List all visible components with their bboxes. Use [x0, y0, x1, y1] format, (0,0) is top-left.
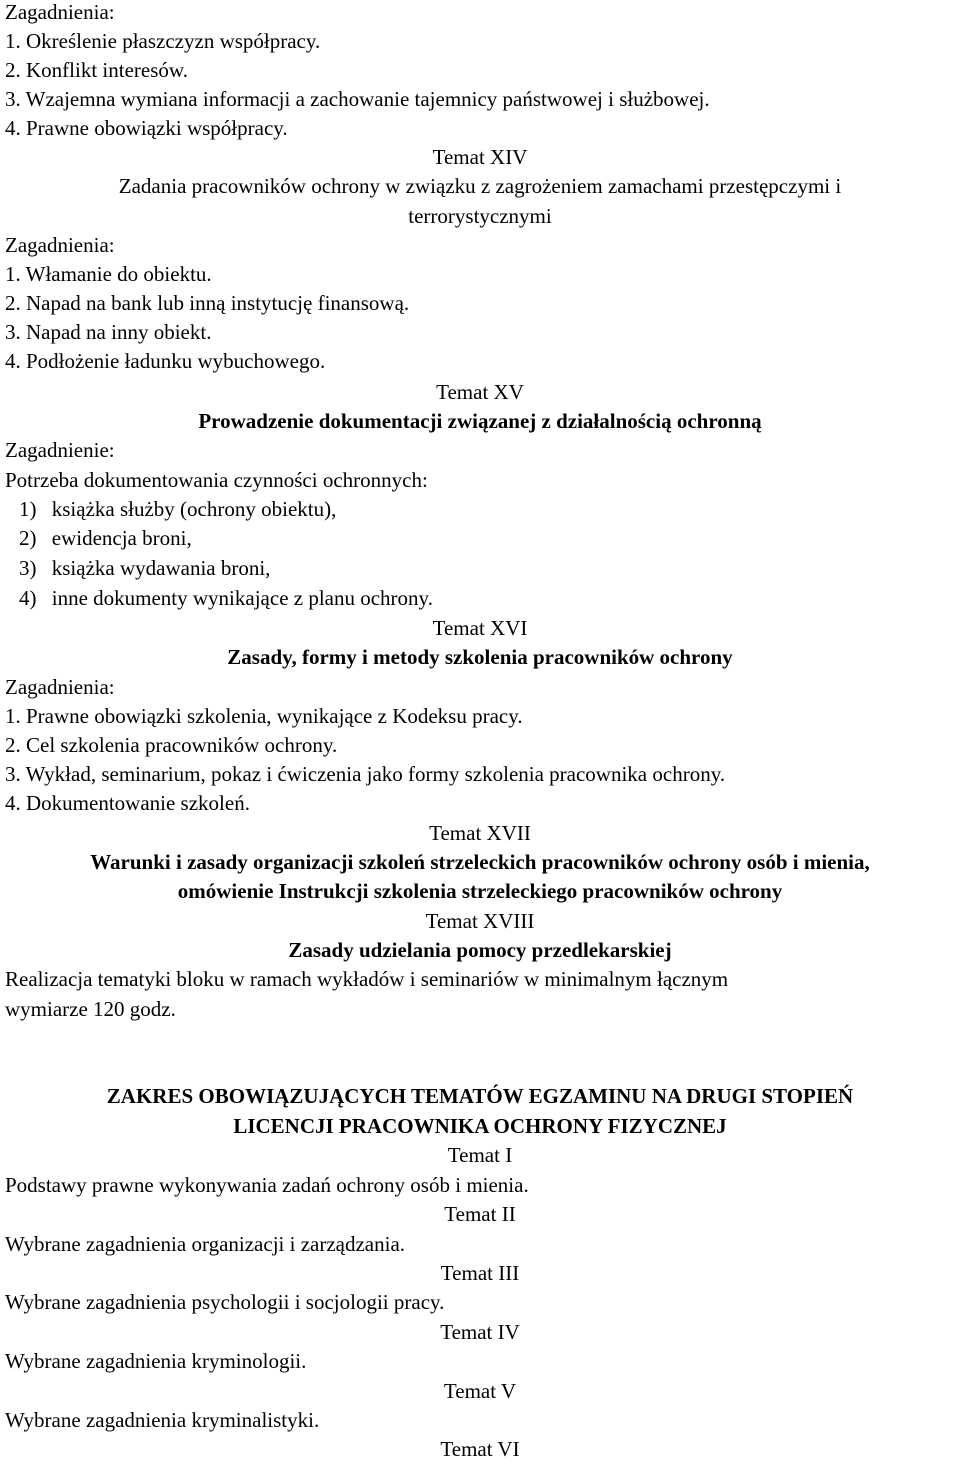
topic-title: Warunki i zasady organizacji szkoleń strzeleckich pracowników ochrony osób i mienia,	[90, 850, 870, 874]
list-item: 4. Dokumentowanie szkoleń.	[5, 791, 250, 815]
topic-label: Temat IV	[440, 1320, 520, 1344]
list-item	[19, 523, 960, 553]
topic-label: Temat II	[444, 1202, 516, 1226]
section-heading: Zagadnienie:	[5, 438, 115, 462]
exam-scope-title: ZAKRES OBOWIĄZUJĄCYCH TEMATÓW EGZAMINU NA DRUGI STOPIEŃ	[106, 1084, 854, 1108]
topic-description: Wybrane zagadnienia kryminologii.	[5, 1349, 307, 1373]
intro-text: Potrzeba dokumentowania czynności ochronnych:	[5, 468, 428, 492]
item-text: książka służby (ochrony obiektu),	[51, 497, 337, 521]
list-item: 1. Określenie płaszczyzn współpracy.	[5, 29, 321, 53]
section-heading: Zagadnienia:	[5, 233, 115, 257]
topic-title-continued: terrorystycznymi	[408, 204, 552, 228]
topic-title: Prowadzenie dokumentacji związanej z działalnością ochronną	[198, 409, 762, 433]
topic-label: Temat V	[443, 1379, 517, 1403]
note-text: Realizacja tematyki bloku w ramach wykładów i seminariów w minimalnym łącznym	[5, 967, 729, 991]
topic-description: Wybrane zagadnienia psychologii i socjologii pracy.	[5, 1290, 445, 1314]
item-text: ewidencja broni,	[51, 526, 192, 550]
topic-description: Wybrane zagadnienia kryminalistyki.	[5, 1408, 320, 1432]
item-text: książka wydawania broni,	[51, 556, 271, 580]
topic-label: Temat XV	[436, 380, 524, 404]
topic-label: Temat III	[440, 1261, 520, 1285]
list-item: 3. Wzajemna wymiana informacji a zachowanie tajemnicy państwowej i służbowej.	[5, 87, 710, 111]
list-item	[19, 494, 960, 524]
topic-title-continued: omówienie Instrukcji szkolenia strzeleckiego pracowników ochrony	[177, 879, 783, 903]
item-number: 3)	[19, 556, 37, 580]
topic-label: Temat XVII	[429, 821, 531, 845]
topic-title: Zasady udzielania pomocy przedlekarskiej	[288, 938, 672, 962]
topic-label: Temat VI	[440, 1437, 520, 1461]
list-item: 4. Prawne obowiązki współpracy.	[5, 116, 288, 140]
list-item	[19, 553, 960, 583]
list-item: 1. Włamanie do obiektu.	[5, 262, 212, 286]
list-item	[19, 583, 960, 613]
list-item: 3. Napad na inny obiekt.	[5, 320, 212, 344]
topic-title: Zadania pracowników ochrony w związku z zagrożeniem zamachami przestępczymi i	[118, 174, 842, 198]
topic-label: Temat XVI	[432, 616, 528, 640]
topic-label: Temat XVIII	[425, 909, 535, 933]
list-item: 1. Prawne obowiązki szkolenia, wynikające z Kodeksu pracy.	[5, 704, 523, 728]
list-item: 3. Wykład, seminarium, pokaz i ćwiczenia jako formy szkolenia pracownika ochrony.	[5, 762, 726, 786]
item-text: inne dokumenty wynikające z planu ochrony.	[51, 586, 433, 610]
list-item: 4. Podłożenie ładunku wybuchowego.	[5, 349, 326, 373]
note-text-continued: wymiarze 120 godz.	[5, 997, 176, 1021]
item-number: 1)	[19, 497, 37, 521]
topic-description: Podstawy prawne wykonywania zadań ochrony osób i mienia.	[5, 1173, 529, 1197]
section-heading: Zagadnienia:	[5, 0, 115, 24]
topic-title: Zasady, formy i metody szkolenia pracowników ochrony	[227, 645, 733, 669]
topic-description: Wybrane zagadnienia organizacji i zarządzania.	[5, 1232, 406, 1256]
section-heading: Zagadnienia:	[5, 675, 115, 699]
item-number: 2)	[19, 526, 37, 550]
list-item: 2. Cel szkolenia pracowników ochrony.	[5, 733, 338, 757]
list-item: 2. Napad na bank lub inną instytucję finansową.	[5, 291, 410, 315]
list-item: 2. Konflikt interesów.	[5, 58, 188, 82]
topic-label: Temat XIV	[432, 145, 528, 169]
item-number: 4)	[19, 586, 37, 610]
topic-label: Temat I	[447, 1143, 513, 1167]
exam-scope-title-continued: LICENCJI PRACOWNIKA OCHRONY FIZYCZNEJ	[233, 1114, 727, 1138]
